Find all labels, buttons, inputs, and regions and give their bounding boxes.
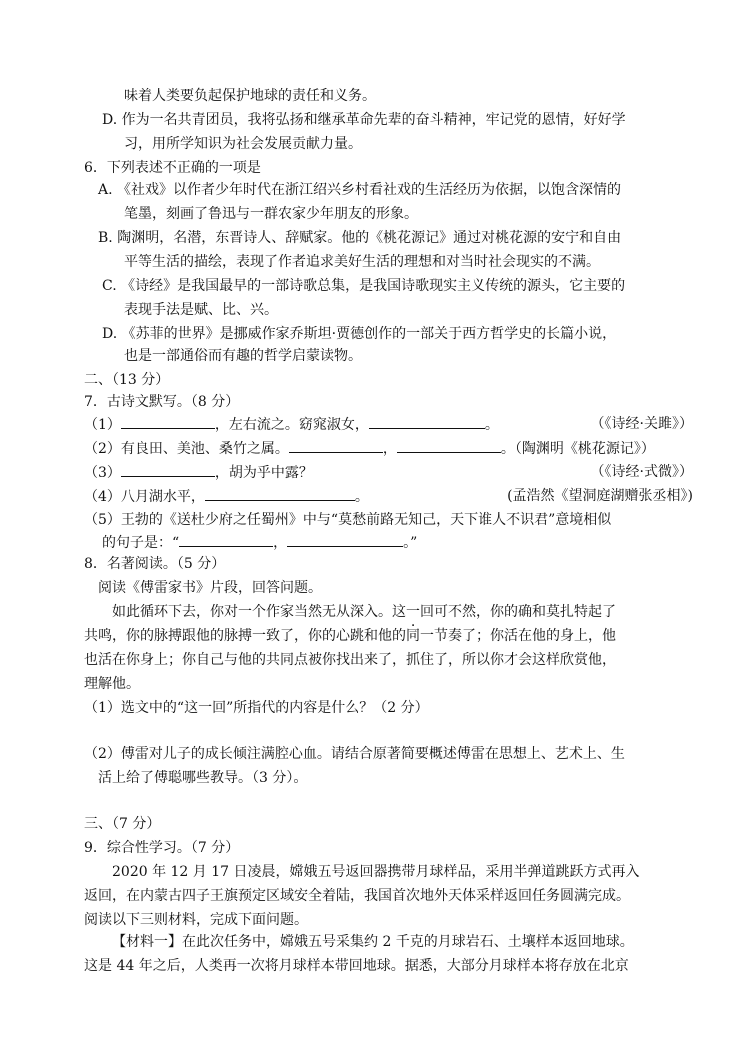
q7-item-2-end: 。（陶渊明《桃花源记》） — [500, 441, 655, 457]
q6-option-a: A. 《社戏》以作者少年时代在浙江绍兴乡村看社戏的生活经历为依据，以饱含深情的 — [98, 182, 622, 198]
q8-passage-emphasis: 这一回 — [392, 604, 434, 620]
q7-item-3-source: （《诗经·式微》） — [590, 464, 693, 480]
q7-item-2-comma: ， — [382, 441, 397, 457]
q5-option-d: D. 作为一名共青团员，我将弘扬和继承革命先辈的奋斗精神，牢记党的恩情，好好学 — [102, 112, 626, 128]
q7-item-5-end: 。” — [403, 535, 418, 551]
q6-option-d-continuation: 也是一部通俗而有趣的哲学启蒙读物。 — [124, 348, 362, 364]
q6-option-a-continuation: 笔墨，刻画了鲁迅与一群农家少年朋友的形象。 — [124, 206, 418, 222]
q8-passage-line-4: 理解他。 — [84, 676, 140, 692]
q7-item-1 — [84, 414, 753, 434]
q8-sub-question-2-continuation: 活上给了傅聪哪些教导。（3 分）。 — [98, 770, 308, 786]
q8-passage-line-1 — [112, 602, 753, 622]
q9-paragraph-line-2: 返回，在内蒙古四子王旗预定区域安全着陆，我国首次地外天体采样返回任务圆满完成。 — [84, 888, 630, 904]
q6-option-c: C. 《诗经》是我国最早的一部诗歌总集，是我国诗歌现实主义传统的源头，它主要的 — [102, 278, 626, 294]
q9-stem: 9．综合性学习。（7 分） — [84, 840, 240, 856]
q8-passage-text-b: 可不然，你的确和莫扎特起了 — [434, 604, 616, 620]
q9-paragraph-line-3: 阅读以下三则材料，完成下面问题。 — [84, 912, 308, 928]
q7-item-3-number: （3） — [84, 465, 121, 481]
q7-item-4-blank[interactable] — [205, 486, 355, 501]
q6-stem: 6．下列表述不正确的一项是 — [84, 160, 261, 176]
q7-item-5-lead: 的句子是：“ — [102, 535, 180, 551]
q7-item-1-end: 。 — [484, 417, 499, 433]
q7-item-3-text: ，胡为乎中露？ — [214, 465, 313, 481]
q7-item-2-blank-a[interactable] — [289, 438, 383, 453]
q8-intro: 阅读《傅雷家书》片段，回答问题。 — [98, 580, 322, 596]
q6-option-b-continuation: 平等生活的描绘，表现了作者追求美好生活的理想和对当时社会现实的不满。 — [124, 254, 600, 270]
q7-item-5-blank-b[interactable] — [287, 532, 403, 547]
q7-item-5-comma: ， — [273, 535, 288, 551]
q7-item-4-source: (孟浩然《望洞庭湖赠张丞相》) — [507, 488, 693, 504]
q8-sub-question-1: （1）选文中的“这一回”所指代的内容是什么？（2 分） — [84, 700, 429, 716]
q7-item-5-blank-a[interactable] — [179, 532, 273, 547]
q7-item-4 — [84, 486, 753, 506]
q6-option-c-continuation: 表现手法是赋、比、兴。 — [124, 302, 278, 318]
q7-item-4-end: 。 — [354, 489, 369, 505]
q7-item-1-text: ，左右流之。窈窕淑女， — [214, 417, 369, 433]
q6-option-b: B. 陶渊明，名潜，东晋诗人、辞赋家。他的《桃花源记》通过对桃花源的安宁和自由 — [98, 230, 622, 246]
q7-item-3 — [84, 462, 753, 482]
section-three-heading: 三、（7 分） — [84, 816, 161, 832]
q7-item-2-text: （2）有良田、美池、桑竹之属。 — [84, 441, 289, 457]
q5-option-d-continuation: 习，用所学知识为社会发展贡献力量。 — [124, 136, 362, 152]
q9-material-one-line-1: 【材料一】在此次任务中，嫦娥五号采集约 2 千克的月球岩石、土壤样本返回地球。 — [112, 934, 634, 950]
q7-item-3-blank[interactable] — [121, 462, 215, 477]
q7-item-1-blank-a[interactable] — [121, 414, 215, 429]
q7-item-5: （5）王勃的《送杜少府之任蜀州》中与“莫愁前路无知己，天下谁人不识君”意境相似 — [84, 512, 612, 528]
q7-item-1-source: （《诗经·关雎》） — [590, 416, 693, 432]
q9-paragraph-line-1: 2020 年 12 月 17 日凌晨，嫦娥五号返回器携带月球样品，采用半弹道跳跃方式再入 — [112, 864, 640, 880]
q8-passage-line-2: 共鸣，你的脉搏跟他的脉搏一致了，你的心跳和他的同一节奏了；你活在他的身上，他 — [84, 628, 616, 644]
q9-material-one-line-2: 这是 44 年之后，人类再一次将月球样本带回地球。据悉，大部分月球样本将存放在北京 — [84, 958, 629, 974]
q7-item-1-blank-b[interactable] — [369, 414, 485, 429]
q7-stem: 7．古诗文默写。（8 分） — [84, 394, 240, 410]
q6-option-d: D. 《苏菲的世界》是挪威作家乔斯坦·贾德创作的一部关于西方哲学史的长篇小说， — [102, 326, 617, 342]
q7-item-2-blank-b[interactable] — [397, 438, 501, 453]
q8-sub-question-2: （2）傅雷对儿子的成长倾注满腔心血。请结合原著简要概述傅雷在思想上、艺术上、生 — [84, 746, 625, 762]
q7-item-5-continuation — [102, 532, 753, 552]
q5-option-c-continuation: 味着人类要负起保护地球的责任和义务。 — [124, 88, 376, 104]
q7-item-4-text: （4）八月湖水平， — [84, 489, 205, 505]
q8-passage-text-a: 如此循环下去，你对一个作家当然无从深入。 — [112, 604, 392, 620]
q8-stem: 8．名著阅读。（5 分） — [84, 556, 226, 572]
q8-passage-line-3: 也活在你身上；你自己与他的共同点被你找出来了，抓住了，所以你才会这样欣赏他， — [84, 652, 616, 668]
q7-item-2 — [84, 438, 753, 458]
section-two-heading: 二、（13 分） — [84, 372, 170, 388]
q7-item-1-number: （1） — [84, 417, 121, 433]
